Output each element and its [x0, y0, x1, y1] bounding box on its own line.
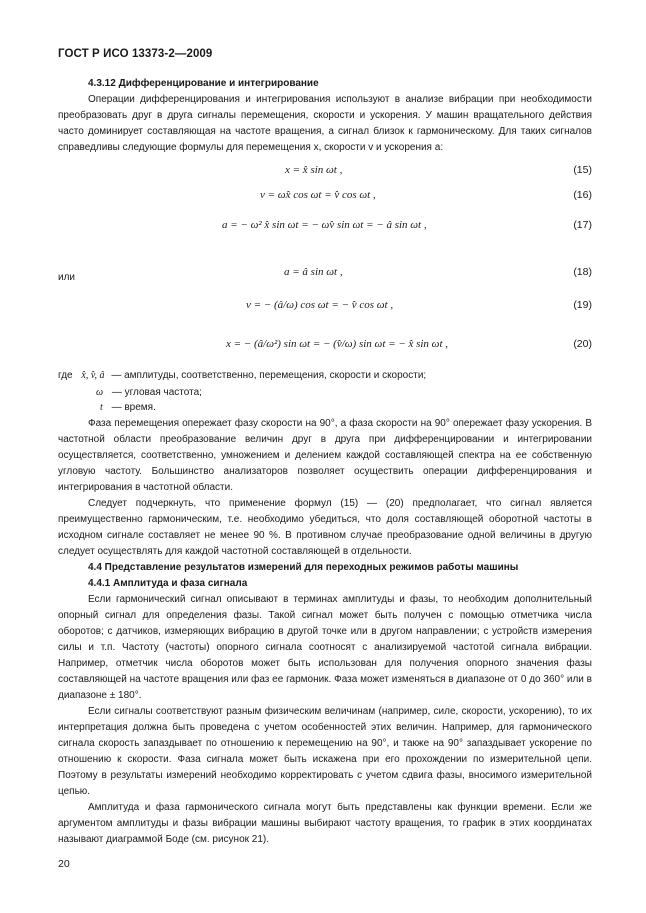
equation-number: (16) [573, 189, 592, 201]
intro-paragraph: Операции дифференцирования и интегрирования используют в анализе вибрации при необходимости преобразовать друг в друга сигналы перемещения, скорости и ускорения. У машин вращательного действия часто доминирует составляющая на частоте вращения, а сигнал близок к гармоническому. Для таких сигналов справедливы следующие формулы для перемещения x, скорости v и ускорения a: [58, 94, 592, 153]
page-header: ГОСТ Р ИСО 13373-2—2009 [58, 48, 213, 60]
legend-t-symbol: t [100, 402, 103, 413]
legend-amp-symbols: x̂, v̂, â [81, 370, 105, 381]
page-number: 20 [58, 858, 70, 870]
equation-formula: x = x̂ sin ωt , [285, 164, 343, 176]
section-4-4-1-title: 4.4.1 Амплитуда и фаза сигнала [88, 578, 248, 589]
equation-formula: a = â sin ωt , [284, 266, 343, 278]
legend-omega [96, 386, 202, 400]
equation-16 [58, 189, 592, 205]
equation-20 [58, 338, 592, 354]
legend-omega-text: — угловая частота; [111, 387, 202, 398]
equation-number: (20) [573, 338, 592, 350]
equation-18 [58, 266, 592, 282]
section-title: 4.3.12 Дифференцирование и интегрирование [88, 78, 319, 89]
paragraph-bode: Амплитуда и фаза гармонического сигнала могут быть представлены как функции времени. Если же аргументом амплитуды и фазы вибрации машины выбирают частоту вращения, то график в этих координатах называют диаграммой Боде (см. рисунок 21). [58, 802, 592, 845]
paragraph-physical-quantities: Если сигналы соответствуют разным физическим величинам (например, силе, скорости, ускорению), то их интерпретация должна быть проведена с учетом особенностей этих величин. Например, для гармонического сигнала скорость запаздывает по отношению к перемещению на 90°, и также на 90° запаздывает ускорение по отношению к скорости. Фаза сигнала может быть искажена при его прохождении по измерительной цепи. Поэтому в результаты измерений необходимо корректировать с учетом сдвига фазы, вносимого измерительной цепью. [58, 706, 592, 797]
equation-19 [58, 299, 592, 315]
legend-where-label: где [58, 370, 73, 381]
equation-formula: x = − (â/ω²) sin ωt = − (v̂/ω) sin ωt = − x̂ sin ωt , [226, 338, 449, 350]
equation-formula: v = ωx̂ cos ωt = v̂ cos ωt , [260, 189, 376, 201]
equation-formula: v = − (â/ω) cos ωt = − v̂ cos ωt , [246, 299, 394, 311]
equation-number: (19) [573, 299, 592, 311]
legend-time [100, 401, 156, 415]
paragraph-note: Следует подчеркнуть, что применение формул (15) — (20) предполагает, что сигнал является преимущественно гармоническим, т.е. необходимо убедиться, что доля составляющей оборотной частоты в исходном сигнале составляет не менее 90 %. В противном случае преобразование одной величины в другую следует осуществлять для каждой частотной составляющей в отдельности. [58, 498, 592, 557]
equation-formula: a = − ω² x̂ sin ωt = − ωv̂ sin ωt = − â sin ωt , [222, 219, 427, 231]
equation-15 [58, 164, 592, 180]
body-text [58, 416, 592, 848]
legend-omega-symbol: ω [96, 387, 104, 398]
legend-amp-text: — амплитуды, соответственно, перемещения, скорости и скорости; [111, 370, 427, 381]
paragraph-phase: Фаза перемещения опережает фазу скорости на 90°, а фаза скорости на 90° опережает фазу ускорения. В частотной области преобразование величин друг в друга при дифференцировании и интегрировании осуществляется, соответственно, умножением и делением каждой составляющей спектра на ее собственную угловую частоту. Большинство анализаторов позволяет осуществить операции дифференцирования и интегрирования в частотной области. [58, 418, 592, 493]
equation-number: (18) [573, 266, 592, 278]
legend-where [58, 369, 426, 383]
equation-number: (15) [573, 164, 592, 176]
legend-t-text: — время. [111, 402, 156, 413]
paragraph-amplitude-phase: Если гармонический сигнал описывают в терминах амплитуды и фазы, то необходим дополнительный опорный сигнал для определения фазы. Такой сигнал может быть получен с помощью отметчика числа оборотов; с датчиков, измеряющих вибрацию в другой точке или в другом направлении; с устройств измерения силы и т.п. Частоту (частоты) опорного сигнала соотносят с анализируемой частотой сигнала вибрации. Например, отметчик числа оборотов может быть использован для получения опорного значения фазы составляющей на частоте вращения или фаз ее гармоник. Фаза может изменяться в диапазоне от 0 до 360° или в диапазоне ± 180°. [58, 594, 592, 701]
equation-17 [58, 219, 592, 235]
section-4-3-12 [58, 76, 592, 156]
equation-number: (17) [573, 219, 592, 231]
section-4-4-title: 4.4 Представление результатов измерений для переходных режимов работы машины [88, 562, 519, 573]
or-label: или [58, 272, 76, 283]
